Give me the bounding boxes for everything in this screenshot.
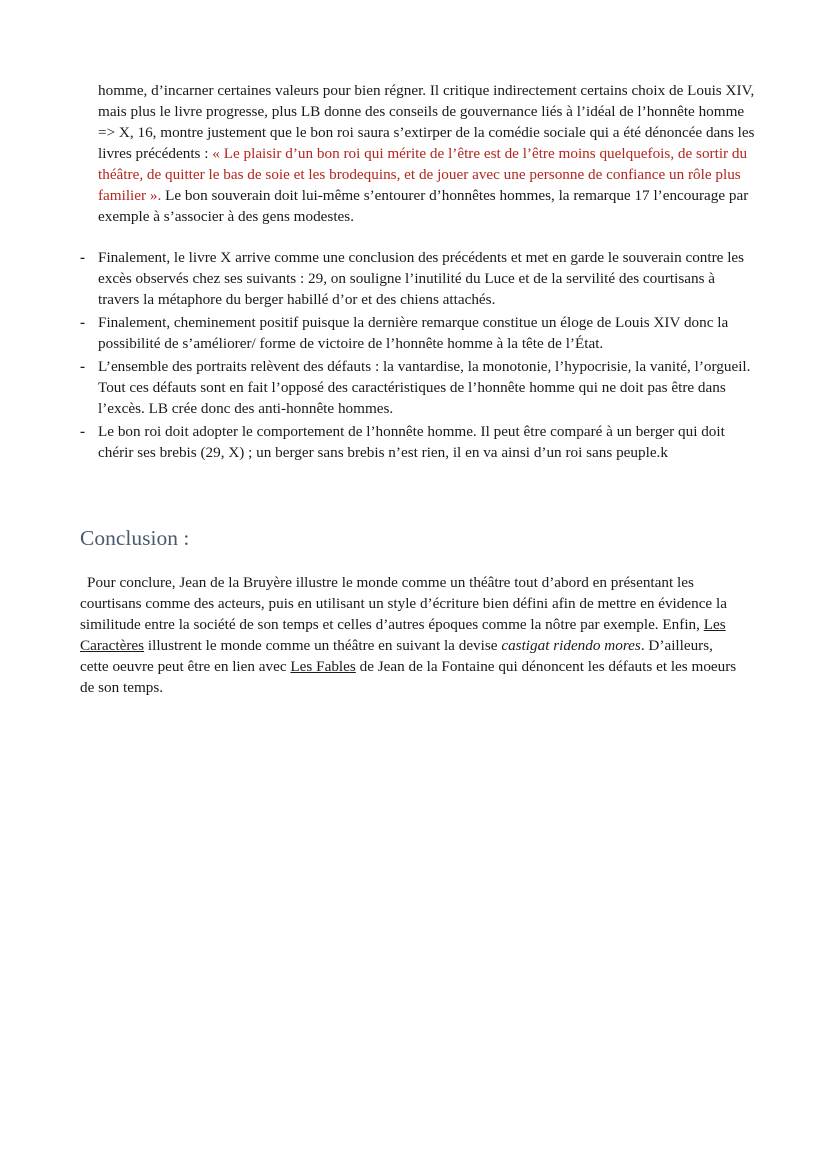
bullet-item	[80, 312, 760, 354]
latin-motto: castigat ridendo mores	[501, 637, 641, 654]
dash-marker: -	[80, 314, 86, 331]
continuation-paragraph	[98, 80, 758, 227]
continuation-text-2: Le bon souverain doit lui-même s’entourer d’honnêtes hommes, la remarque 17 l’encourage par exemple à s’associer à des gens modestes.	[98, 187, 749, 225]
bullet-item	[80, 356, 760, 419]
conclusion-text-3: . D’ailleurs, cette oeuvre peut être en lien avec	[80, 637, 713, 675]
bullet-item	[80, 421, 760, 463]
bullet-item	[80, 247, 760, 310]
dash-marker: -	[80, 249, 86, 266]
book-title-caracteres: Les Caractères	[80, 616, 726, 654]
conclusion-text-2: illustrent le monde comme un théâtre en suivant la devise	[144, 637, 502, 654]
bullet-text: Finalement, le livre X arrive comme une conclusion des précédents et met en garde le souverain contre les excès observés chez ses suivants : 29, on souligne l’inutilité du Luce et de la servilité des courtisans à travers la métaphore du berger habillé d’or et des chiens attachés.	[98, 249, 745, 308]
dash-marker: -	[80, 358, 86, 375]
dash-marker: -	[80, 423, 86, 440]
bullet-text: Finalement, cheminement positif puisque la dernière remarque constitue un éloge de Louis XIV donc la possibilité de s’améliorer/ forme de victoire de l’honnête homme à la tête de l’État.	[98, 314, 729, 352]
continuation-text-1: homme, d’incarner certaines valeurs pour bien régner. Il critique indirectement certains choix de Louis XIV, mais plus le livre progresse, plus LB donne des conseils de gouvernance liés à l’idéal de l’honnête homme => X, 16, montre justement que le bon roi saura s’extirper de la comédie sociale qui a été dénoncée dans les livres précédents :	[98, 82, 755, 162]
quote-text: « Le plaisir d’un bon roi qui mérite de l’être est de l’être moins quelquefois, de sortir du théâtre, de quitter le bas de soie et les brodequins, et de jouer avec une personne de confiance un rôle plus familier ».	[98, 145, 748, 204]
conclusion-text-1: Pour conclure, Jean de la Bruyère illustre le monde comme un théâtre tout d’abord en présentant les courtisans comme des acteurs, puis en utilisant un style d’écriture bien défini afin de mettre en évidence la similitude entre la société de son temps et celles d’autres époques comme la nôtre par exemple. Enfin,	[80, 574, 727, 633]
bullet-text: Le bon roi doit adopter le comportement de l’honnête homme. Il peut être comparé à un berger qui doit chérir ses brebis (29, X) ; un berger sans brebis n’est rien, il en va ainsi d’un roi sans peuple.k	[98, 423, 725, 461]
bullet-text: L’ensemble des portraits relèvent des défauts : la vantardise, la monotonie, l’hypocrisie, la vanité, l’orgueil. Tout ces défauts sont en fait l’opposé des caractéristiques de l’honnête homme qui ne doit pas être dans l’excès. LB crée donc des anti-honnête hommes.	[98, 358, 751, 417]
conclusion-paragraph	[80, 572, 745, 698]
conclusion-text-4: de Jean de la Fontaine qui dénoncent les défauts et les moeurs de son temps.	[80, 658, 737, 696]
conclusion-heading: Conclusion :	[80, 526, 190, 550]
bullet-list	[80, 247, 760, 465]
book-title-fables: Les Fables	[290, 658, 356, 675]
